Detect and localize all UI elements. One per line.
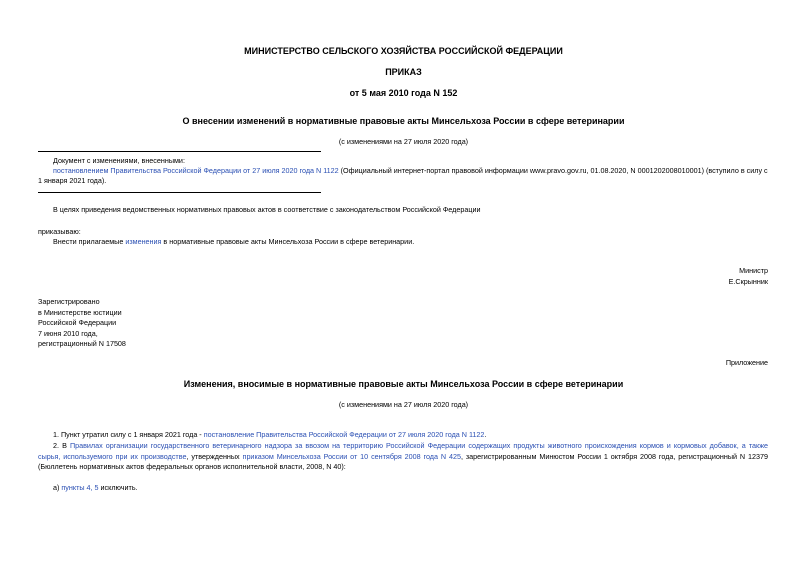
registration-block: [38, 297, 126, 350]
document-title: О внесении изменений в нормативные правовые акты Минсельхоза России в сфере ветеринарии: [182, 116, 625, 126]
points-4-5-link[interactable]: пункты 4, 5: [61, 483, 99, 492]
item-2-mid: , утвержденных: [186, 451, 243, 461]
changes-intro: Документ с изменениями, внесенными:: [53, 156, 185, 165]
approve-text-post: в нормативные правовые акты Минсельхоза России в сфере ветеринарии.: [161, 237, 415, 246]
appendix-title: Изменения, вносимые в нормативные правовые акты Минсельхоза России в сфере ветеринарии: [183, 379, 624, 389]
registration-line: Зарегистрировано: [38, 297, 100, 306]
sub-item-a: [53, 483, 138, 494]
registration-line: Российской Федерации: [38, 318, 117, 327]
rules-link[interactable]: Правилах организации государственного ветеринарного надзора за ввозом на территорию Российской Федерации содержащих продукты животного происхождения кормов и кормовых добавок, а также сырья, используемого при их производстве: [38, 441, 768, 461]
item-2-end: , зарегистрированным Минюстом России 1 октября 2008 года, регистрационный N 12379 (Бюллетень нормативных актов федеральных органов исполнительной власти, 2008, N 40):: [38, 451, 768, 471]
bottom-divider: [38, 192, 321, 193]
signature-name: Е.Скрынник: [728, 277, 768, 286]
approve-text-pre: Внести прилагаемые: [53, 237, 126, 246]
registration-line: регистрационный N 17508: [38, 339, 126, 348]
ministry-heading: МИНИСТЕРСТВО СЕЛЬСКОГО ХОЗЯЙСТВА РОССИЙСКОЙ ФЕДЕРАЦИИ: [244, 46, 563, 56]
changes-source-text: (Официальный интернет-портал правовой информации www.pravo.gov.ru, 01.08.2020, N 0001202008010001) (вступило в силу с: [338, 166, 768, 175]
edition-note: (с изменениями на 27 июля 2020 года): [338, 137, 469, 146]
top-divider: [38, 151, 321, 152]
appendix-edition: (с изменениями на 27 июля 2020 года): [338, 400, 469, 409]
signature-position: Министр: [739, 266, 768, 275]
approve-paragraph: [53, 237, 414, 248]
order-425-link[interactable]: приказом Минсельхоза России от 10 сентября 2008 года N 425: [242, 451, 461, 461]
changes-link[interactable]: изменения: [125, 237, 162, 246]
date-number: от 5 мая 2010 года N 152: [349, 88, 458, 98]
amendment-link[interactable]: постановлением Правительства Российской Федерации от 27 июля 2020 года N 1122: [53, 166, 339, 175]
appendix-label: Приложение: [725, 358, 768, 367]
changes-source-cont: 1 января 2021 года).: [38, 176, 107, 185]
sub-item-a-end: исключить.: [98, 483, 138, 492]
sub-item-a-text: а): [53, 483, 62, 492]
item-1-end: .: [484, 430, 487, 439]
item-1-link[interactable]: постановление Правительства Российской Федерации от 27 июля 2020 года N 1122: [203, 430, 485, 439]
item-1-text: 1. Пункт утратил силу с 1 января 2021 года -: [53, 430, 204, 439]
preamble: В целях приведения ведомственных нормативных правовых актов в соответствие с законодательством Российской Федерации: [53, 205, 481, 214]
doc-type-heading: ПРИКАЗ: [385, 67, 422, 77]
changes-source: [53, 166, 773, 177]
item-2: [38, 441, 768, 473]
registration-line: 7 июня 2010 года,: [38, 328, 98, 338]
order-word: приказываю:: [38, 227, 81, 236]
item-1: [53, 430, 486, 441]
registration-line: в Министерстве юстиции: [38, 307, 122, 317]
item-2-text: 2. В: [53, 441, 70, 450]
